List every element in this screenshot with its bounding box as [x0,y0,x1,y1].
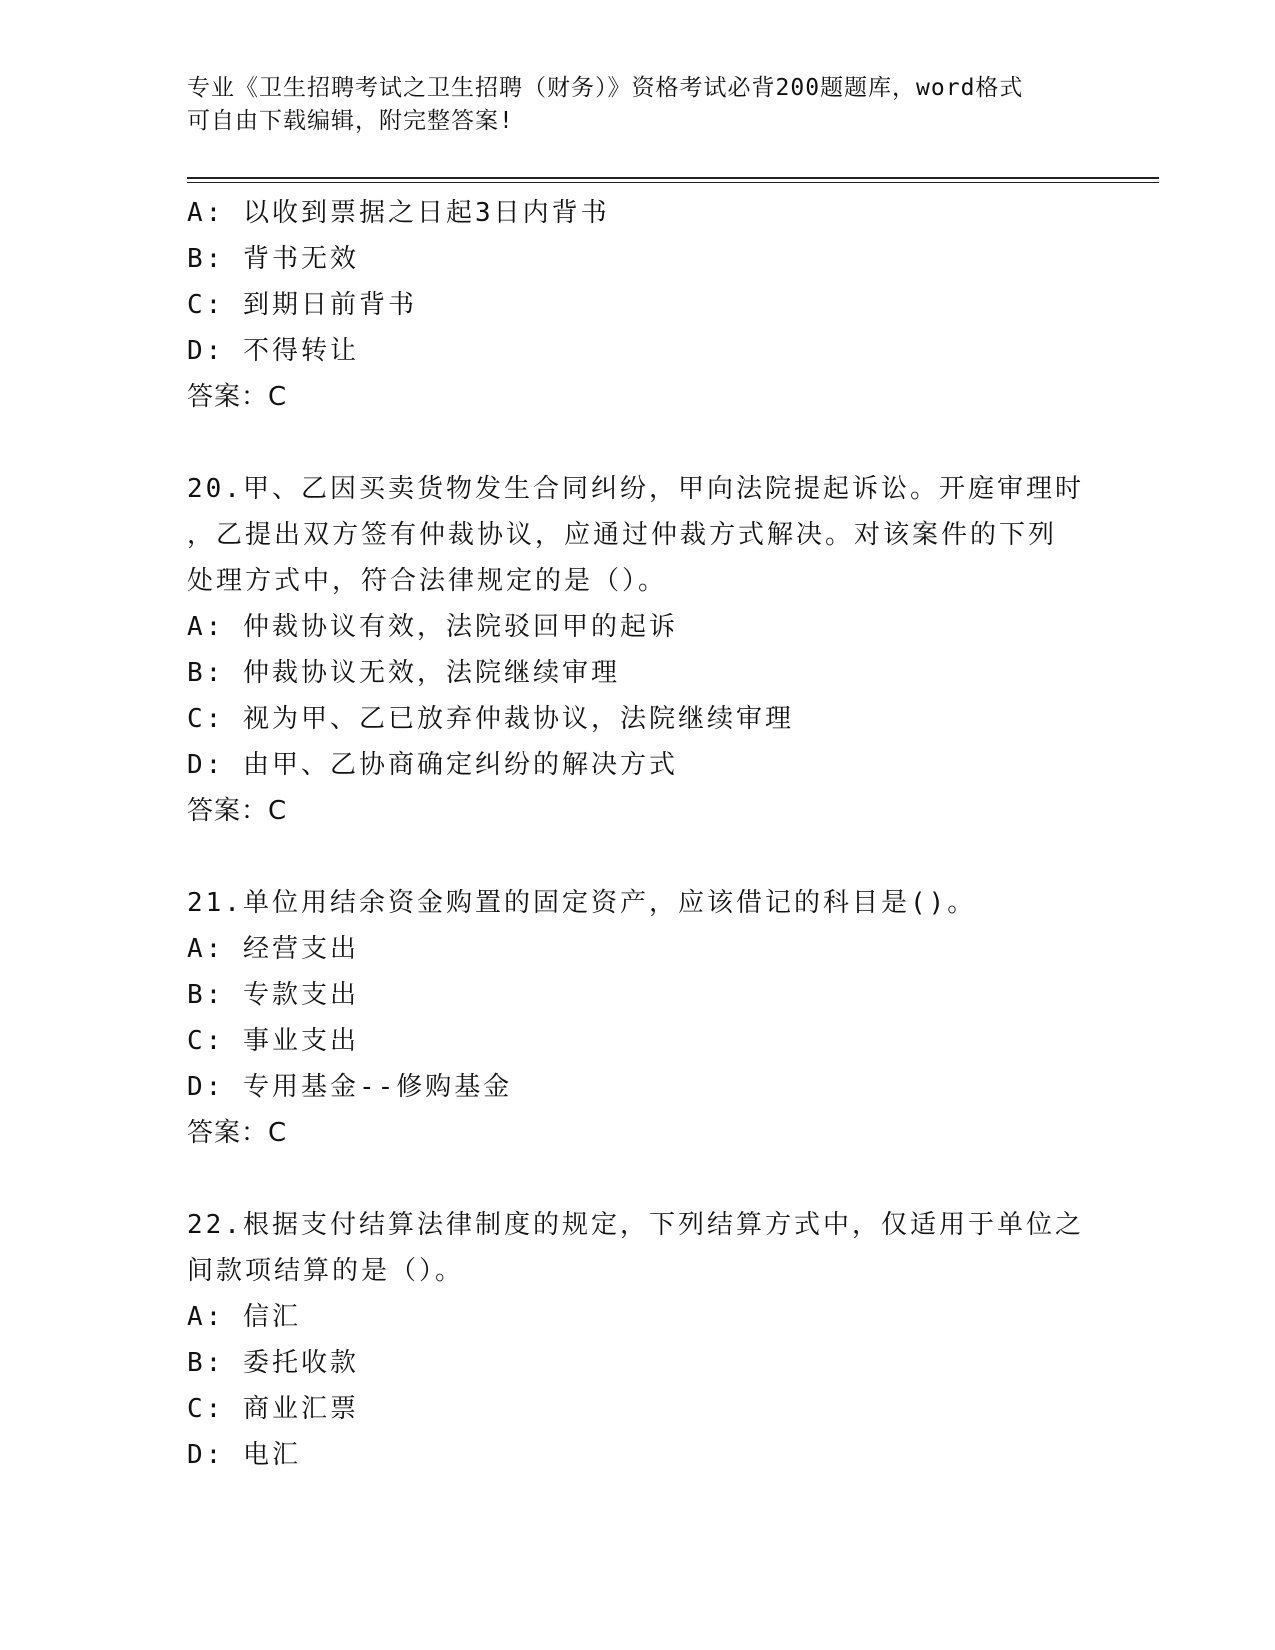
answer-line: 答案：C [187,382,288,412]
question-stem-line: 间款项结算的是（）。 [187,1256,465,1286]
answer-line: 答案：C [187,1118,288,1148]
option-d: D: 专用基金--修购基金 [187,1072,513,1102]
option-c: C: 商业汇票 [187,1394,359,1424]
question-21 [187,880,1087,1156]
option-a: A: 经营支出 [187,934,359,964]
option-d: D: 由甲、乙协商确定纠纷的解决方式 [187,750,678,780]
question-stem-line: ，乙提出双方签有仲裁协议，应通过仲裁方式解决。对该案件的下列 [187,520,1058,550]
spacer [187,420,1087,466]
spacer [187,834,1087,880]
option-b: B: 仲裁协议无效，法院继续审理 [187,658,620,688]
header-line-2: 可自由下载编辑，附完整答案! [187,108,514,134]
option-a: A: 仲裁协议有效，法院驳回甲的起诉 [187,612,678,642]
option-c: C: 到期日前背书 [187,290,417,320]
question-22 [187,1202,1087,1478]
option-c: C: 事业支出 [187,1026,359,1056]
option-d: D: 电汇 [187,1440,301,1470]
option-b: B: 背书无效 [187,244,359,274]
option-a: A: 信汇 [187,1302,301,1332]
header-divider-thin [187,182,1159,183]
question-19 [187,190,1087,420]
question-stem-line: 处理方式中，符合法律规定的是（）。 [187,566,668,596]
question-stem-line: 21.单位用结余资金购置的固定资产，应该借记的科目是()。 [187,888,977,918]
question-stem-line: 20.甲、乙因买卖货物发生合同纠纷，甲向法院提起诉讼。开庭审理时 [187,474,1084,504]
question-list [187,190,1087,1478]
answer-line: 答案：C [187,796,288,826]
option-b: B: 专款支出 [187,980,359,1010]
spacer [187,1156,1087,1202]
header-divider-thick [187,177,1159,179]
option-a: A: 以收到票据之日起3日内背书 [187,198,610,228]
question-stem-line: 22.根据支付结算法律制度的规定，下列结算方式中，仅适用于单位之 [187,1210,1084,1240]
option-c: C: 视为甲、乙已放弃仲裁协议，法院继续审理 [187,704,794,734]
question-20 [187,466,1087,834]
option-b: B: 委托收款 [187,1348,359,1378]
option-d: D: 不得转让 [187,336,359,366]
header-line-1: 专业《卫生招聘考试之卫生招聘（财务）》资格考试必背200题题库，word格式 [187,75,1024,101]
document-header [187,72,1067,138]
